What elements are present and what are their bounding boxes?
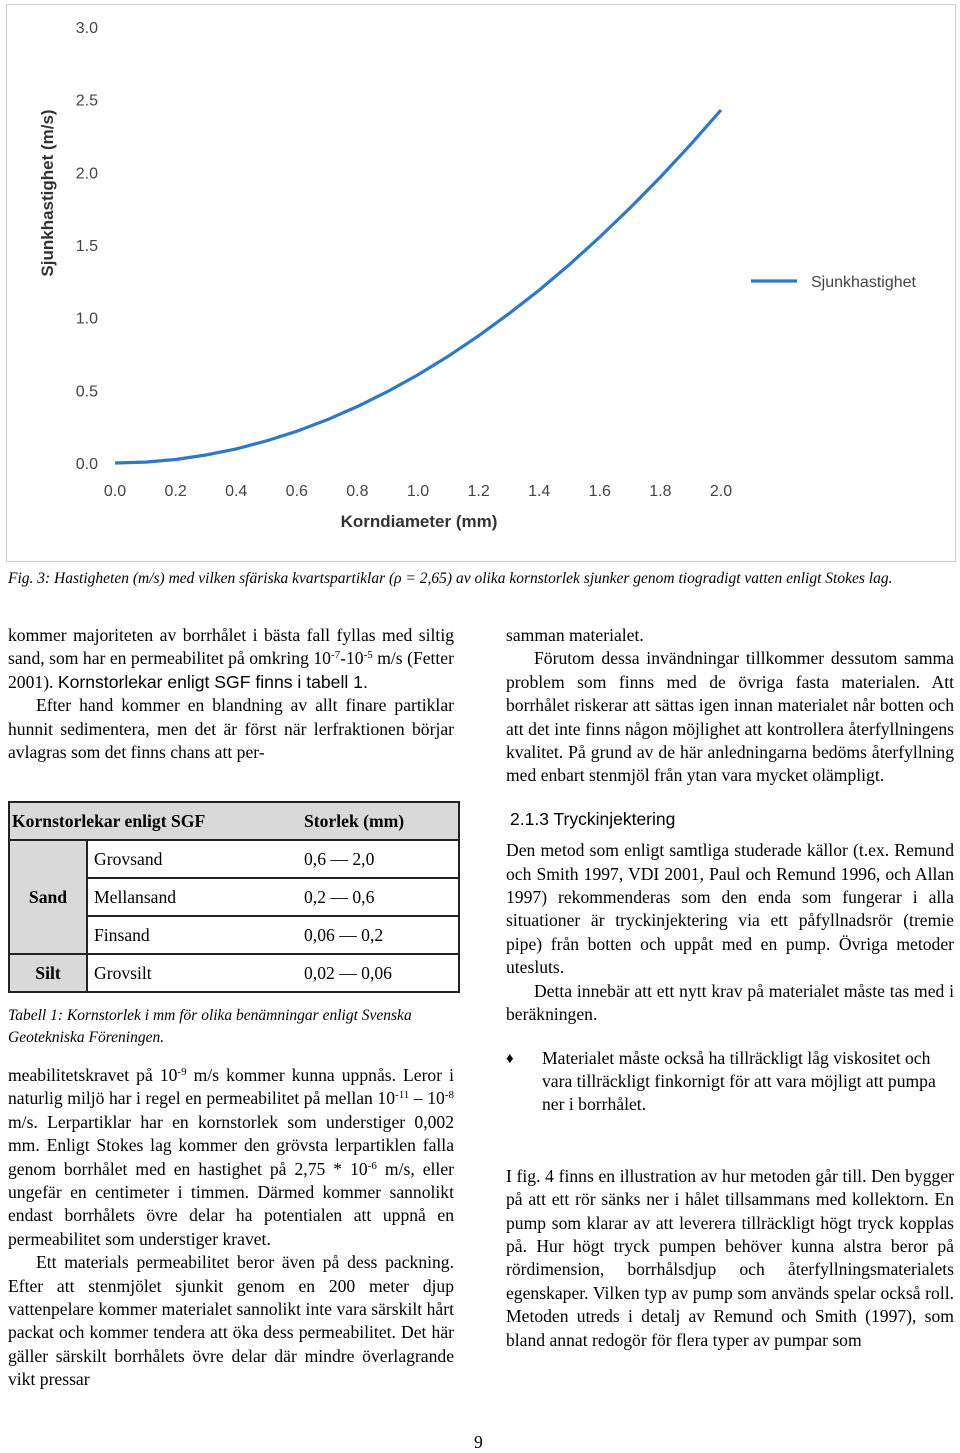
left-paragraph-2: Efter hand kommer en blandning av allt finare partiklar hunnit sedimentera, men det är först när lerfraktionen börjar avlagras som det finns chans att per-	[8, 695, 454, 763]
table-header-left: Kornstorlekar enligt SGF	[9, 802, 300, 840]
table-header-right: Storlek (mm)	[300, 802, 459, 840]
page-number: 9	[474, 1432, 483, 1452]
y-tick-label: 2.5	[75, 92, 98, 110]
left-paragraph-4: Ett materials permeabilitet beror även på dess packning. Efter att stenmjölet sjunkit genom en 200 meter djup vattenpelare kommer materialet sannolikt inte vara särskilt hårt packat och kommer tendera att öka dess permeabilitet. Det här gäller särskilt borrhålets övre delar där mindre överlagrande vikt pressar	[8, 1252, 454, 1390]
y-tick-label: 0.0	[75, 456, 98, 473]
left-paragraph-3: meabilitetskravet på $10^{-9}$ m/s kommer kunna uppnås. Leror i naturlig miljö har i regel en permeabilitet på mellan $10^{-11} - 10^{-8}$ m/s. Lerpartiklar har en kornstorlek som understiger 0,002 mm. Enligt Stokes lag kommer den grövsta lerpartiklen falla genom borrhålet med en hastighet på $2,75 * 10^{-6}$ m/s, eller ungefär en centimeter i timmen. Därmed kommer sannolikt endast borrhålets övre delar ha potentialen att uppnå en permeabilitet som understiger kravet.	[8, 1065, 455, 1249]
x-tick-label: 0.8	[346, 483, 369, 500]
right-paragraph-4: Detta innebär att ett nytt krav på materialet måste tas med i beräkningen.	[506, 980, 954, 1025]
bullet-item	[506, 1047, 954, 1117]
right-paragraph-5: I fig. 4 finns en illustration av hur metoden går till. Den bygger på att ett rör sänks ner i hålet tillsammans med kollektorn. En pump som klarar av att leverera tillräckligt högt tryck kopplas på. Hur högt tryck pumpen behöver kunna alstra beror på rördimension, borrhålsdjup och återfyllningsmaterialets egenskaper. Vilken typ av pump som används spelar också roll. Metoden utreds i detalj av Remund och Smith (1997), som bland annat redogör för flera typer av pumpar som	[506, 1165, 954, 1350]
y-tick-label: 0.5	[75, 383, 98, 401]
sgf-table	[8, 801, 460, 993]
table-cell-name: Grovsilt	[87, 954, 300, 992]
legend-label: Sjunkhastighet	[811, 274, 916, 291]
right-paragraph-2: Förutom dessa invändningar tillkommer dessutom samma problem som finns med de övriga fasta materialen. Att borrhålet riskerar att sättas igen innan materialet når botten och att det inte finns någon möjlighet att kontrollera återfyllningens kvalitet. På grund av de här anledningarna bedöms återfyllning med enbart stenmjöl från ytan vara mycket olämpligt.	[506, 648, 954, 786]
table-group-silt: Silt	[9, 954, 87, 992]
table-cell-size: 0,02 — 0,06	[300, 954, 459, 992]
table-cell-size: 0,06 — 0,2	[300, 916, 459, 954]
section-heading: 2.1.3 Tryckinjektering	[510, 808, 676, 829]
bullet-text: Materialet måste också ha tillräckligt låg viskositet och vara tillräckligt finkornigt för att vara möjligt att pumpa ner i borrhålet.	[542, 1047, 936, 1115]
table-cell-size: 0,6 — 2,0	[300, 840, 459, 878]
table-caption: Tabell 1: Kornstorlek i mm för olika benämningar enligt Svenska Geotekniska Föreningen.	[8, 1007, 412, 1046]
x-tick-label: 2.0	[709, 483, 733, 500]
x-tick-label: 0.0	[103, 483, 127, 500]
y-tick-label: 3.0	[75, 20, 98, 37]
table-row	[9, 840, 459, 878]
left-column-lower	[8, 1064, 454, 1392]
table-cell-name: Mellansand	[87, 878, 300, 916]
x-tick-label: 0.6	[285, 483, 308, 500]
right-paragraph-1: samman materialet.	[506, 625, 644, 645]
x-tick-label: 1.6	[588, 483, 611, 500]
x-tick-label: 1.2	[467, 483, 490, 500]
x-tick-label: 0.2	[164, 483, 187, 500]
y-tick-label: 1.0	[75, 310, 98, 328]
right-column	[506, 624, 954, 1352]
x-tick-label: 0.4	[225, 483, 248, 500]
figure-caption: Fig. 3: Hastigheten (m/s) med vilken sfäriska kvartspartiklar (ρ = 2,65) av olika kornstorlek sjunker genom tiogradigt vatten enligt Stokes lag.	[8, 570, 893, 587]
table-group-sand: Sand	[9, 840, 87, 954]
x-axis-label: Korndiameter (mm)	[340, 512, 498, 531]
left-column-upper	[8, 624, 454, 764]
settling-velocity-chart	[7, 5, 955, 561]
left-paragraph-1: kommer majoriteten av borrhålet i bästa fall fyllas med siltig sand, som har en permeabilitet på omkring $10^{-7}-10^{-5}$ m/s (Fetter 2001). Kornstorlekar enligt SGF finns i tabell 1.	[8, 625, 454, 692]
y-axis-label: Sjunkhastighet (m/s)	[38, 109, 57, 277]
table-header-row	[9, 802, 459, 840]
table-cell-name: Finsand	[87, 916, 300, 954]
table-row	[9, 954, 459, 992]
y-tick-label: 2.0	[75, 165, 98, 183]
series-line-sjunkhastighet	[115, 110, 721, 463]
x-tick-label: 1.4	[528, 483, 551, 500]
table-cell-size: 0,2 — 0,6	[300, 878, 459, 916]
x-tick-label: 1.0	[406, 483, 430, 500]
table-cell-name: Grovsand	[87, 840, 300, 878]
y-tick-label: 1.5	[75, 238, 98, 255]
diamond-bullet-icon: ♦	[506, 1050, 514, 1067]
x-tick-label: 1.8	[649, 483, 672, 500]
figure-frame	[6, 4, 956, 562]
right-paragraph-3: Den metod som enligt samtliga studerade källor (t.ex. Remund och Smith 1997, VDI 2001, Paul och Remund 1996, och Allan 1997) rekommenderas som den enda som fungerar i alla situationer är tryckinjektering via ett påfyllnadsrör (tremie pipe) från botten och uppåt med en pump. Övriga metoder utesluts.	[506, 840, 954, 978]
